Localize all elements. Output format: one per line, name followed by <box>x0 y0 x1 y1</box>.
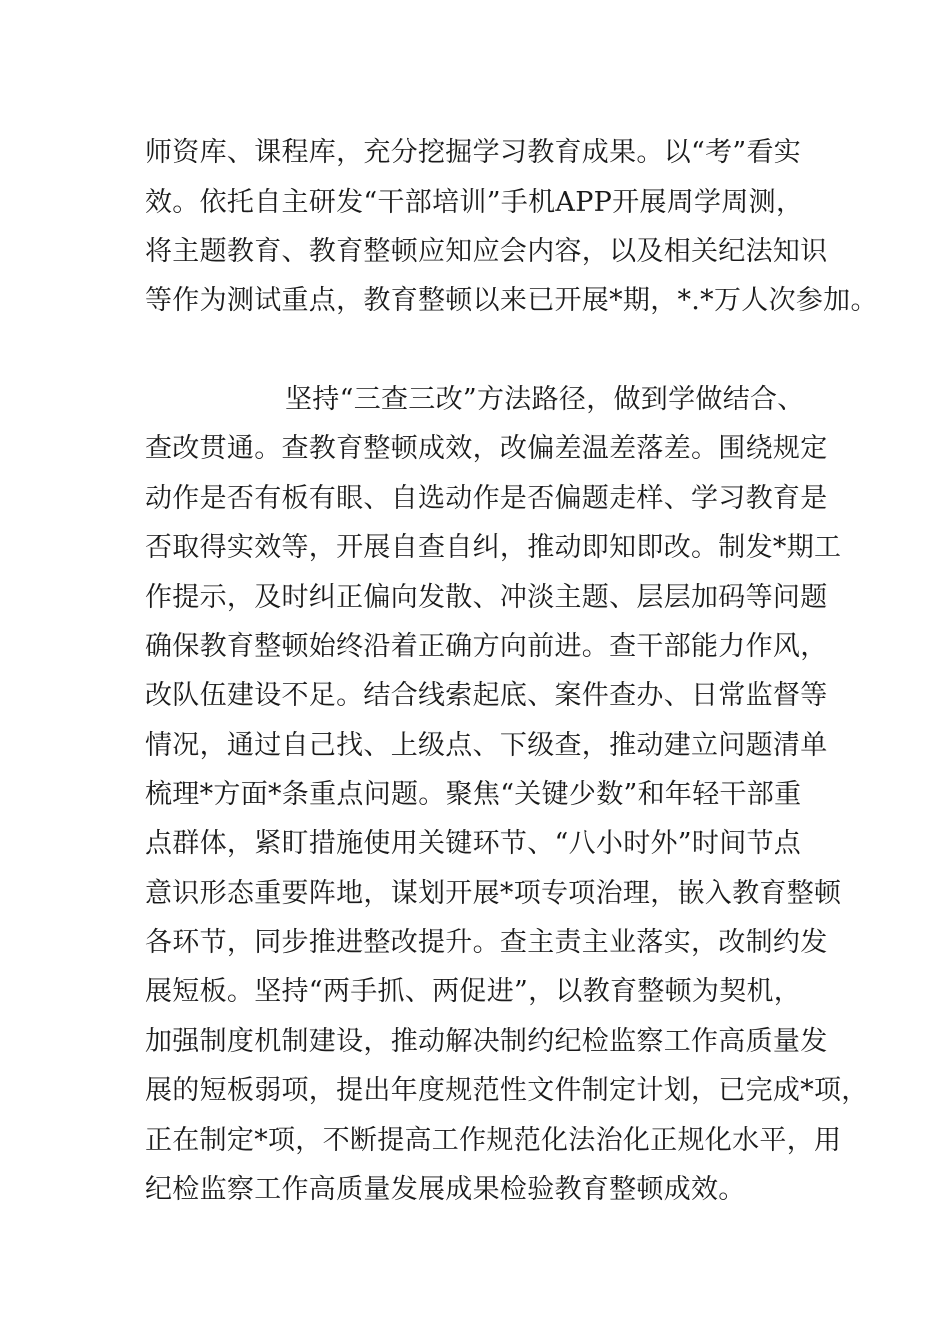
paragraph-2-line-2: 查改贯通。查教育整顿成效，改偏差温差落差。围绕规定 <box>145 433 828 464</box>
paragraph-2-line-6: 确保教育整顿始终沿着正确方向前进。查干部能力作风， <box>145 631 828 662</box>
paragraph-2-line-17: 纪检监察工作高质量发展成果检验教育整顿成效。 <box>145 1174 746 1205</box>
paragraph-2-line-7: 改队伍建设不足。结合线索起底、案件查办、日常监督等 <box>145 680 828 711</box>
paragraph-2-line-3: 动作是否有板有眼、自选动作是否偏题走样、学习教育是 <box>145 483 828 514</box>
paragraph-2-line-8: 情况，通过自己找、上级点、下级查，推动建立问题清单 <box>145 730 828 761</box>
paragraph-2-line-5: 作提示，及时纠正偏向发散、冲淡主题、层层加码等问题 <box>145 582 828 613</box>
paragraph-2-line-14: 加强制度机制建设，推动解决制约纪检监察工作高质量发 <box>145 1026 828 1057</box>
paragraph-1-line-2: 效。依托自主研发“干部培训”手机APP开展周学周测， <box>145 187 804 218</box>
paragraph-1-line-4: 等作为测试重点，教育整顿以来已开展*期，*.*万人次参加。 <box>145 285 878 316</box>
paragraph-1-line-3: 将主题教育、教育整顿应知应会内容，以及相关纪法知识 <box>145 236 828 267</box>
paragraph-2-line-16: 正在制定*项，不断提高工作规范化法治化正规化水平，用 <box>145 1125 842 1156</box>
paragraph-2-line-9: 梳理*方面*条重点问题。聚焦“关键少数”和年轻干部重 <box>145 779 802 810</box>
paragraph-2-line-11: 意识形态重要阵地，谋划开展*项专项治理，嵌入教育整顿 <box>145 878 842 909</box>
paragraph-2-line-1: 坚持“三查三改”方法路径，做到学做结合、 <box>285 384 805 415</box>
paragraph-2-line-12: 各环节，同步推进整改提升。查主责主业落实，改制约发 <box>145 927 828 958</box>
paragraph-2-line-10: 点群体，紧盯措施使用关键环节、“八小时外”时间节点 <box>145 828 802 859</box>
paragraph-2-line-4: 否取得实效等，开展自查自纠，推动即知即改。制发*期工 <box>145 532 842 563</box>
paragraph-2-line-13: 展短板。坚持“两手抓、两促进”，以教育整顿为契机， <box>145 976 802 1007</box>
paragraph-2-line-15: 展的短板弱项，提出年度规范性文件制定计划，已完成*项， <box>145 1075 869 1106</box>
paragraph-1-line-1: 师资库、课程库，充分挖掘学习教育成果。以“考”看实 <box>145 137 802 168</box>
